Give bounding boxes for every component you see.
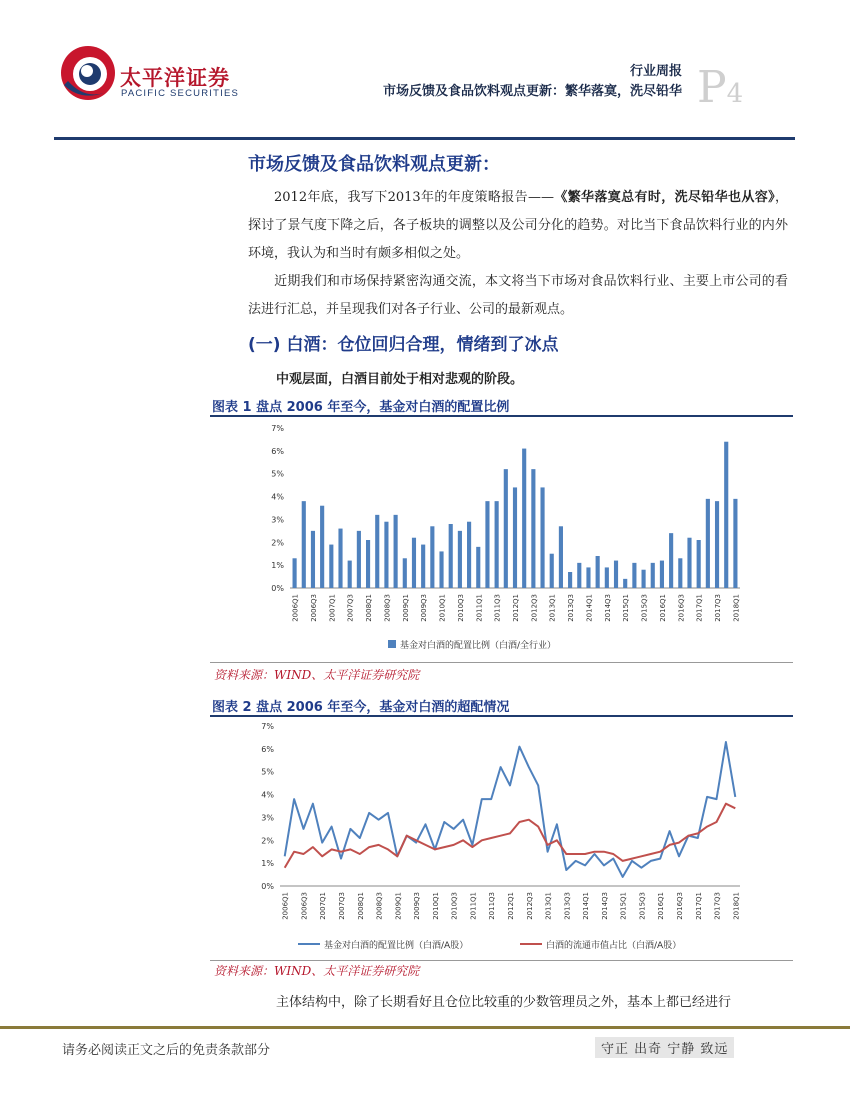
bar xyxy=(439,551,443,588)
x-tick-label: 2009Q3 xyxy=(413,892,422,920)
x-tick-label: 2010Q1 xyxy=(438,594,447,622)
bar xyxy=(485,501,489,588)
paragraph-2 xyxy=(248,268,788,324)
legend-label: 基金对白酒的配置比例（白酒/A股） xyxy=(324,941,469,951)
bar xyxy=(596,556,600,588)
figure-1-top-rule xyxy=(210,415,793,417)
figure-1-bottom-rule xyxy=(210,662,793,663)
bar xyxy=(366,540,370,588)
bar xyxy=(513,487,517,588)
bar xyxy=(348,561,352,588)
x-tick-label: 2015Q3 xyxy=(640,594,649,622)
figure-2-chart xyxy=(210,718,793,958)
bar xyxy=(421,545,425,588)
bar xyxy=(623,579,627,588)
bar xyxy=(375,515,379,588)
bar xyxy=(467,522,471,588)
x-tick-label: 2017Q1 xyxy=(695,594,704,622)
figure-1-source: 资料来源：WIND、太平洋证券研究院 xyxy=(214,668,420,682)
x-tick-label: 2015Q1 xyxy=(622,594,631,622)
y-tick-label: 0% xyxy=(271,584,284,593)
bar xyxy=(458,531,462,588)
legend-swatch xyxy=(388,640,396,648)
x-tick-label: 2009Q1 xyxy=(394,892,403,920)
x-tick-label: 2007Q1 xyxy=(328,594,337,622)
section-title: 市场反馈及食品饮料观点更新： xyxy=(248,154,500,175)
y-tick-label: 6% xyxy=(271,446,284,456)
header-divider xyxy=(54,137,795,140)
y-tick-label: 1% xyxy=(271,561,284,571)
y-tick-label: 4% xyxy=(261,790,274,800)
bar xyxy=(614,561,618,588)
legend-label: 白酒的流通市值占比（白酒/A股） xyxy=(546,941,682,951)
page-digit: 4 xyxy=(726,79,744,109)
paragraph-1-text-a: 2012年底，我写下2013年的年度策略报告—— xyxy=(274,190,554,205)
y-tick-label: 6% xyxy=(261,744,274,754)
figure-2-bottom-rule xyxy=(210,960,793,961)
bar xyxy=(531,469,535,588)
paragraph-1-report-title: 《繁华落寞总有时，洗尽铅华也从容》 xyxy=(553,190,775,205)
legend-label: 基金对白酒的配置比例（白酒/全行业） xyxy=(400,641,557,651)
x-tick-label: 2010Q1 xyxy=(431,892,440,920)
y-tick-label: 3% xyxy=(271,515,284,525)
x-tick-label: 2018Q1 xyxy=(732,594,741,622)
bar xyxy=(577,563,581,588)
x-tick-label: 2012Q1 xyxy=(507,892,515,920)
bar xyxy=(706,499,710,588)
key-point: 中观层面，白酒目前处于相对悲观的阶段。 xyxy=(276,372,524,387)
bar xyxy=(357,531,361,588)
x-tick-label: 2017Q3 xyxy=(713,892,722,920)
y-tick-label: 3% xyxy=(261,813,274,823)
y-tick-label: 0% xyxy=(261,882,274,891)
x-tick-label: 2012Q3 xyxy=(530,594,539,622)
bar xyxy=(540,487,544,588)
x-tick-label: 2017Q1 xyxy=(694,892,703,920)
x-tick-label: 2007Q3 xyxy=(338,892,347,920)
footer-disclaimer: 请务必阅读正文之后的免责条款部分 xyxy=(62,1043,271,1058)
x-tick-label: 2014Q1 xyxy=(585,594,594,622)
bar xyxy=(504,469,508,588)
bar xyxy=(632,563,636,588)
paragraph-1 xyxy=(248,184,788,268)
y-tick-label: 1% xyxy=(261,859,274,869)
page-number xyxy=(697,62,744,113)
x-tick-label: 2008Q1 xyxy=(356,892,365,920)
x-tick-label: 2006Q1 xyxy=(281,892,290,920)
bar xyxy=(715,501,719,588)
bar xyxy=(568,572,572,588)
x-tick-label: 2013Q3 xyxy=(563,892,572,920)
bar xyxy=(311,531,315,588)
figure-1-title: 图表 1 盘点 2006 年至今，基金对白酒的配置比例 xyxy=(212,400,510,415)
y-tick-label: 4% xyxy=(271,492,284,502)
x-tick-label: 2014Q3 xyxy=(603,594,612,622)
x-tick-label: 2016Q1 xyxy=(657,892,666,920)
bar xyxy=(302,501,306,588)
paragraph-1-text-b: ，探讨了景气度下降之后，各子板块的调整以及公司分化的趋势。对比当下食品饮料行业的内外环境，我认为和当时有颇多相似之处。 xyxy=(248,190,788,261)
x-tick-label: 2007Q1 xyxy=(319,892,328,920)
bar xyxy=(586,567,590,588)
y-tick-label: 7% xyxy=(271,424,284,433)
bar xyxy=(476,547,480,588)
x-tick-label: 2016Q3 xyxy=(675,892,684,920)
x-tick-label: 2010Q3 xyxy=(450,892,459,920)
bar xyxy=(449,524,453,588)
subsection-title: (一) 白酒：仓位回归合理，情绪到了冰点 xyxy=(248,335,559,355)
bar xyxy=(430,526,434,588)
figure-2-source: 资料来源：WIND、太平洋证券研究院 xyxy=(214,964,420,978)
logo-text-en: PACIFIC SECURITIES xyxy=(121,88,240,99)
x-tick-label: 2008Q1 xyxy=(365,594,374,622)
paragraph-2-text: 近期我们和市场保持紧密沟通交流，本文将当下市场对食品饮料行业、主要上市公司的看法进行汇总，并呈现我们对各子行业、公司的最新观点。 xyxy=(248,274,788,317)
report-header-title: 市场反馈及食品饮料观点更新：繁华落寞，洗尽铅华 xyxy=(382,84,682,99)
y-tick-label: 5% xyxy=(271,469,284,479)
bar xyxy=(733,499,737,588)
x-tick-label: 2011Q1 xyxy=(475,594,484,622)
x-tick-label: 2006Q1 xyxy=(291,594,300,622)
x-tick-label: 2010Q3 xyxy=(456,594,465,622)
page-letter: P xyxy=(697,62,727,113)
x-tick-label: 2016Q1 xyxy=(658,594,667,622)
x-tick-label: 2014Q1 xyxy=(582,892,591,920)
x-tick-label: 2016Q3 xyxy=(677,594,686,622)
x-tick-label: 2018Q1 xyxy=(732,892,741,920)
bar xyxy=(384,522,388,588)
continued-paragraph: 主体结构中，除了长期看好且仓位比较重的少数管理员之外，基本上都已经进行 xyxy=(276,995,732,1010)
x-tick-label: 2007Q3 xyxy=(346,594,355,622)
x-tick-label: 2009Q1 xyxy=(401,594,410,622)
y-tick-label: 7% xyxy=(261,722,274,731)
x-tick-label: 2006Q3 xyxy=(300,892,309,920)
x-tick-label: 2009Q3 xyxy=(420,594,429,622)
bar xyxy=(412,538,416,588)
x-tick-label: 2008Q3 xyxy=(383,594,392,622)
bar xyxy=(522,449,526,588)
y-tick-label: 2% xyxy=(271,538,284,548)
bar xyxy=(642,570,646,588)
figure-1-chart xyxy=(210,418,793,660)
x-tick-label: 2015Q1 xyxy=(619,892,628,920)
bar xyxy=(669,533,673,588)
x-tick-label: 2012Q1 xyxy=(512,594,520,622)
bar xyxy=(293,558,297,588)
bar xyxy=(320,506,324,588)
footer-divider xyxy=(0,1026,850,1029)
bar xyxy=(605,567,609,588)
x-tick-label: 2015Q3 xyxy=(638,892,647,920)
x-tick-label: 2011Q3 xyxy=(488,892,497,920)
x-tick-label: 2006Q3 xyxy=(309,594,318,622)
logo-text-cn: 太平洋证券 xyxy=(120,66,230,90)
bar xyxy=(338,529,342,588)
x-tick-label: 2012Q3 xyxy=(525,892,534,920)
y-tick-label: 2% xyxy=(261,836,274,846)
footer-motto: 守正 出奇 宁静 致远 xyxy=(595,1037,734,1058)
bar xyxy=(403,558,407,588)
x-tick-label: 2014Q3 xyxy=(600,892,609,920)
bar xyxy=(550,554,554,588)
logo-emblem xyxy=(60,45,116,101)
bar xyxy=(329,545,333,588)
bar xyxy=(687,538,691,588)
x-tick-label: 2013Q1 xyxy=(548,594,557,622)
bar xyxy=(651,563,655,588)
x-tick-label: 2013Q1 xyxy=(544,892,553,920)
bar xyxy=(495,501,499,588)
bar xyxy=(724,442,728,588)
figure-2-title: 图表 2 盘点 2006 年至今，基金对白酒的超配情况 xyxy=(212,700,510,715)
x-tick-label: 2008Q3 xyxy=(375,892,384,920)
bar xyxy=(660,561,664,588)
y-tick-label: 5% xyxy=(261,767,274,777)
series-line xyxy=(285,742,736,877)
report-category: 行业周报 xyxy=(629,64,682,79)
bar xyxy=(394,515,398,588)
x-tick-label: 2011Q3 xyxy=(493,594,502,622)
x-tick-label: 2017Q3 xyxy=(714,594,723,622)
bar xyxy=(559,526,563,588)
figure-2-top-rule xyxy=(210,715,793,717)
x-tick-label: 2013Q3 xyxy=(567,594,576,622)
bar xyxy=(678,558,682,588)
bar xyxy=(697,540,701,588)
x-tick-label: 2011Q1 xyxy=(469,892,478,920)
